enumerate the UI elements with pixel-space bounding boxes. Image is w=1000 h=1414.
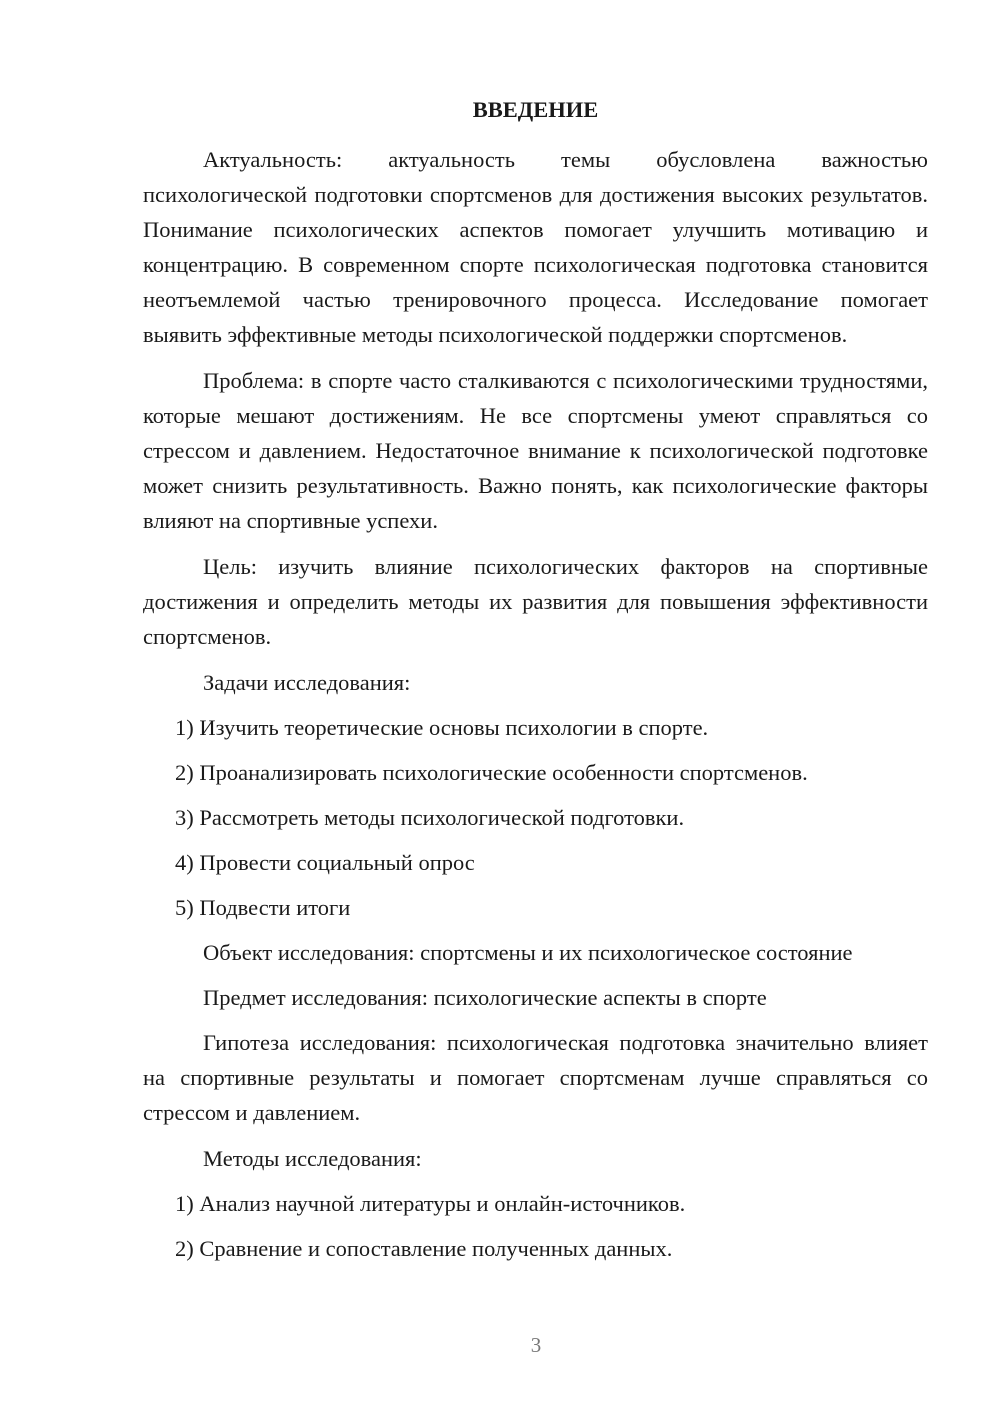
- method-item: 2) Сравнение и сопоставление полученных данных.: [175, 1236, 673, 1261]
- hypothesis-paragraph: Гипотеза исследования: психологическая подготовка значительно влияет на спортивные результаты и помогает спортсменам лучше справляться со стрессом и давлением.: [143, 1030, 928, 1125]
- research-subject: Предмет исследования: психологические аспекты в спорте: [203, 985, 767, 1010]
- tasks-title: Задачи исследования:: [203, 670, 411, 695]
- methods-title: Методы исследования:: [203, 1146, 422, 1171]
- document-page: [143, 92, 928, 1276]
- task-item: 4) Провести социальный опрос: [175, 850, 475, 875]
- research-object: Объект исследования: спортсмены и их психологическое состояние: [203, 940, 853, 965]
- relevance-paragraph: Актуальность: актуальность темы обусловлена важностью психологической подготовки спортсменов для достижения высоких результатов. Понимание психологических аспектов помогает улучшить мотивацию и концентрацию. В современном спорте психологическая подготовка становится неотъемлемой частью тренировочного процесса. Исследование помогает выявить эффективные методы психологической поддержки спортсменов.: [143, 147, 928, 347]
- task-item: 1) Изучить теоретические основы психологии в спорте.: [175, 715, 709, 740]
- goal-paragraph: Цель: изучить влияние психологических факторов на спортивные достижения и определить методы их развития для повышения эффективности спортсменов.: [143, 554, 928, 649]
- problem-paragraph: Проблема: в спорте часто сталкиваются с психологическими трудностями, которые мешают достижениям. Не все спортсмены умеют справляться со стрессом и давлением. Недостаточное внимание к психологической подготовке может снизить результативность. Важно понять, как психологические факторы влияют на спортивные успехи.: [143, 368, 928, 533]
- task-item: 2) Проанализировать психологические особенности спортсменов.: [175, 760, 808, 785]
- method-item: 1) Анализ научной литературы и онлайн-источников.: [175, 1191, 686, 1216]
- task-item: 3) Рассмотреть методы психологической подготовки.: [175, 805, 685, 830]
- page-number: 3: [530, 1333, 542, 1357]
- task-item: 5) Подвести итоги: [175, 895, 351, 920]
- section-heading: ВВЕДЕНИЕ: [472, 97, 599, 122]
